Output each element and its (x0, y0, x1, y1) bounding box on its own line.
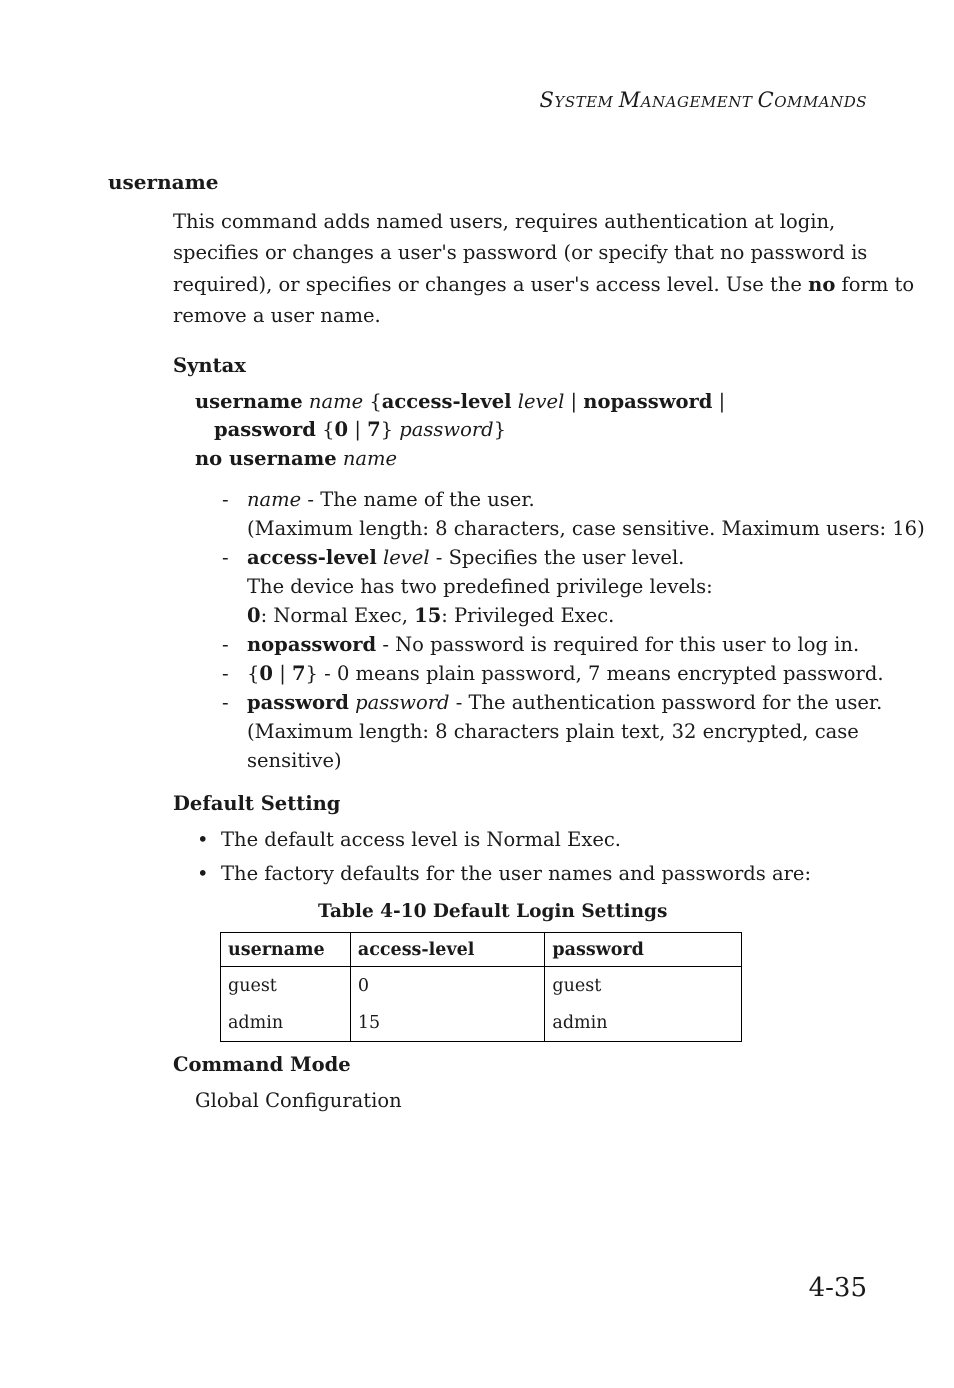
intro-line (173, 269, 915, 300)
param-desc: - The authentication password for the user. (449, 691, 883, 714)
syntax-token: | (564, 390, 584, 413)
default-setting-item: The default access level is Normal Exec. (221, 828, 621, 851)
param-term: name (247, 488, 302, 511)
table-cell: admin (221, 1004, 351, 1042)
param-nopassword (247, 633, 859, 656)
param-name (247, 488, 535, 511)
param-levels (247, 604, 614, 627)
default-setting-item: The factory defaults for the user names and passwords are: (221, 862, 812, 885)
param-term: 0 (259, 662, 273, 685)
intro-line: specifies or changes a user's password (or specify that no password is (173, 241, 868, 265)
default-setting-heading: Default Setting (173, 792, 341, 815)
syntax-line-2 (214, 418, 506, 441)
param-desc: - The name of the user. (301, 488, 535, 511)
syntax-token: 0 (334, 418, 349, 441)
param-term: 7 (291, 662, 306, 685)
syntax-token: | (712, 390, 726, 413)
running-header-part: C (757, 88, 775, 112)
syntax-token: access-level (381, 390, 512, 413)
param-dash: - (222, 691, 229, 714)
page-number: 4-35 (808, 1273, 867, 1303)
default-login-table (220, 932, 742, 1042)
command-mode-heading: Command Mode (173, 1053, 351, 1076)
level-text: : Normal Exec, (260, 604, 415, 627)
level-value: 15 (414, 604, 442, 627)
intro-paragraph (173, 206, 915, 331)
table-row (221, 1004, 742, 1042)
param-desc: } - 0 means plain password, 7 means encrypted password. (305, 662, 884, 685)
syntax-token: } (380, 418, 400, 441)
syntax-token: } (493, 418, 507, 441)
syntax-heading: Syntax (173, 354, 246, 377)
syntax-token: 7 (367, 418, 381, 441)
param-note: sensitive) (247, 749, 342, 772)
syntax-token: no username (195, 447, 337, 470)
syntax-token: name (308, 390, 364, 413)
running-header-part: ANAGEMENT (640, 93, 758, 111)
running-header-part: S (539, 88, 555, 112)
table-caption: Table 4-10 Default Login Settings (318, 901, 668, 922)
param-password (247, 691, 882, 714)
intro-line: remove a user name. (173, 303, 381, 327)
table-cell: guest (545, 967, 742, 1005)
param-term-arg: password (355, 691, 450, 714)
param-term: nopassword (247, 633, 377, 656)
table-cell: 15 (350, 1004, 544, 1042)
param-encryption (247, 662, 884, 685)
param-punct: { (247, 662, 260, 685)
param-dash: - (222, 662, 229, 685)
syntax-token: name (342, 447, 398, 470)
bullet-icon: • (197, 828, 209, 851)
intro-text: required), or specifies or changes a user's access level. Use the (173, 272, 809, 296)
table-header-cell: password (545, 933, 742, 967)
syntax-line-3 (195, 447, 397, 470)
param-punct: | (273, 662, 292, 685)
section-title: username (108, 170, 219, 194)
param-access-level (247, 546, 684, 569)
table-cell: admin (545, 1004, 742, 1042)
running-header-part: OMMANDS (774, 93, 867, 111)
param-dash: - (222, 633, 229, 656)
running-header-part: M (618, 88, 641, 112)
syntax-token: password (214, 418, 316, 441)
intro-line: This command adds named users, requires authentication at login, (173, 210, 836, 233)
param-dash: - (222, 546, 229, 569)
table-header-cell: username (221, 933, 351, 967)
table-header-cell: access-level (350, 933, 544, 967)
command-mode-value: Global Configuration (195, 1089, 402, 1112)
param-dash: - (222, 488, 229, 511)
syntax-token: | (348, 418, 368, 441)
param-term: password (247, 691, 349, 714)
syntax-token: { (363, 390, 382, 413)
running-header (540, 88, 867, 112)
param-note: (Maximum length: 8 characters plain text, 32 encrypted, case (247, 720, 859, 743)
param-term-arg: level (383, 546, 430, 569)
level-text: : Privileged Exec. (441, 604, 615, 627)
param-desc: - No password is required for this user to log in. (376, 633, 860, 656)
syntax-token: level (517, 390, 565, 413)
param-note: The device has two predefined privilege levels: (247, 575, 713, 598)
syntax-token: nopassword (583, 390, 713, 413)
param-desc: - Specifies the user level. (429, 546, 685, 569)
table-cell: 0 (350, 967, 544, 1005)
param-note: (Maximum length: 8 characters, case sensitive. Maximum users: 16) (247, 517, 925, 540)
syntax-token: username (195, 390, 303, 413)
level-value: 0 (247, 604, 261, 627)
bullet-icon: • (197, 862, 209, 885)
intro-text: form to (835, 272, 915, 296)
param-term: access-level (247, 546, 377, 569)
table-cell: guest (221, 967, 351, 1005)
syntax-token: password (399, 418, 494, 441)
syntax-line-1 (195, 390, 725, 413)
running-header-part: YSTEM (554, 93, 619, 111)
syntax-token: { (315, 418, 335, 441)
intro-keyword-no: no (808, 272, 836, 296)
table-row (221, 967, 742, 1005)
table-header-row (221, 933, 742, 967)
